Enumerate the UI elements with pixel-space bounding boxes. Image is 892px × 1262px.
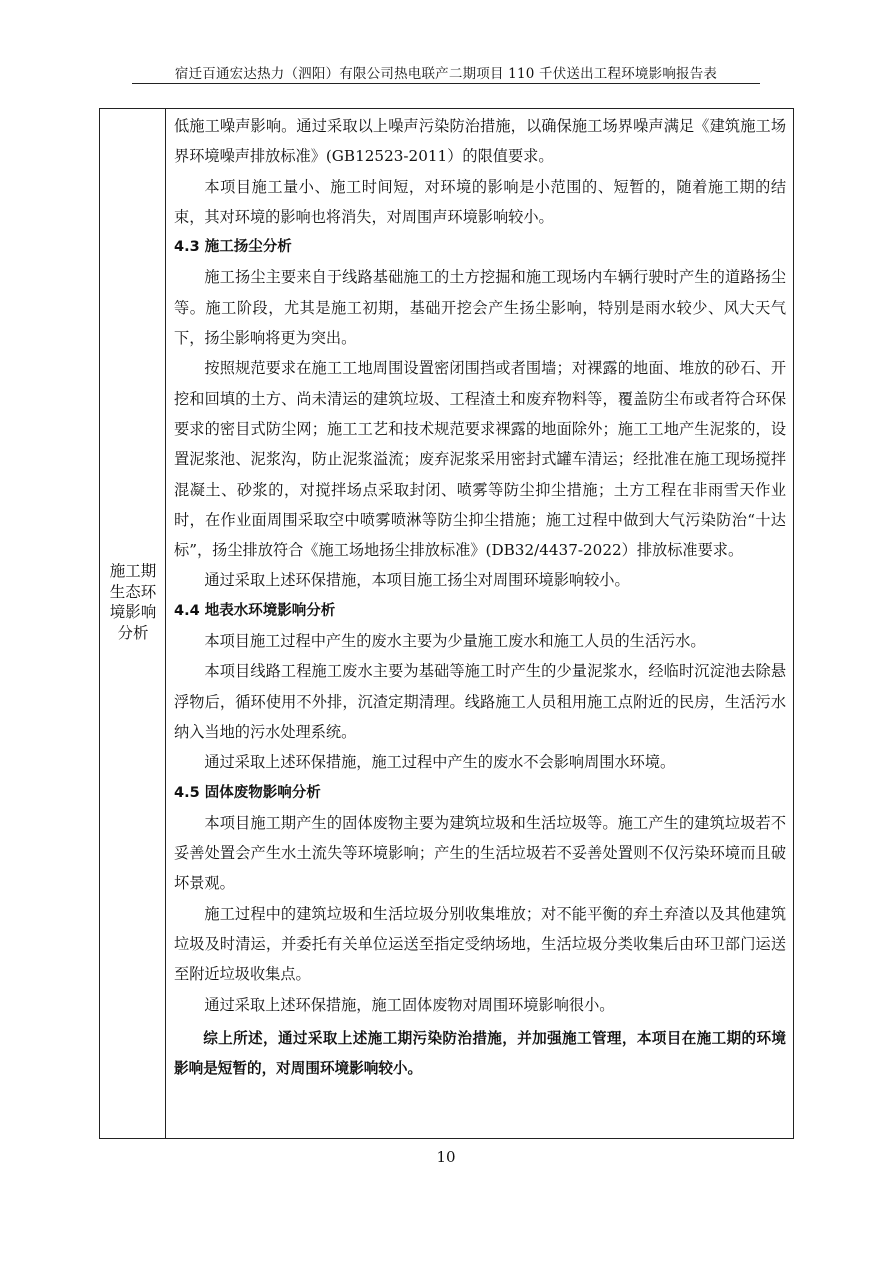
body-paragraph: 低施工噪声影响。通过采取以上噪声污染防治措施，以确保施工场界噪声满足《建筑施工场界环境噪声排放标准》(GB12523-2011）的限值要求。 [174, 117, 786, 166]
body-paragraph: 本项目施工过程中产生的废水主要为少量施工废水和施工人员的生活污水。 [204, 632, 706, 651]
section-heading: 4.4 地表水环境影响分析 [174, 602, 336, 619]
category-label-line: 生态环 [109, 582, 157, 601]
body-paragraph: 本项目施工量小、施工时间短，对环境的影响是小范围的、短暂的，随着施工期的结束，其对环境的影响也将消失，对周围声环境影响较小。 [174, 177, 786, 226]
body-paragraph: 本项目施工期产生的固体废物主要为建筑垃圾和生活垃圾等。施工产生的建筑垃圾若不妥善处置会产生水土流失等环境影响；产生的生活垃圾若不妥善处置则不仅污染环境而且破坏景观。 [174, 813, 786, 893]
body-paragraph: 通过采取上述环保措施，施工过程中产生的废水不会影响周围水环境。 [204, 753, 676, 772]
section-heading: 4.3 施工扬尘分析 [174, 239, 292, 256]
body-paragraph: 按照规范要求在施工工地周围设置密闭围挡或者围墙；对裸露的地面、堆放的砂石、开挖和回填的土方、尚未清运的建筑垃圾、工程渣土和废弃物料等，覆盖防尘布或者符合环保要求的密目式防尘网；施工工艺和技术规范要求裸露的地面除外；施工工地产生泥浆的，设置泥浆池、泥浆沟，防止泥浆溢流；废弃泥浆采用密封式罐车清运；经批准在施工现场搅拌混凝土、砂浆的，对搅拌场点采取封闭、喷雾等防尘抑尘措施；土方工程在非雨雪天作业时，在作业面周围采取空中喷雾喷淋等防尘抑尘措施；施工过程中做到大气污染防治“十达标”，扬尘排放符合《施工场地扬尘排放标准》(DB32/4437-2022）排放标准要求。 [174, 359, 786, 560]
summary-paragraph: 综上所述，通过采取上述施工期污染防治措施，并加强施工管理，本项目在施工期的环境影响是短暂的，对周围环境影响较小。 [174, 1029, 786, 1078]
page-number: 10 [436, 1148, 456, 1166]
category-label [100, 561, 166, 643]
body-paragraph: 通过采取上述环保措施，本项目施工扬尘对周围环境影响较小。 [204, 571, 630, 590]
body-paragraph: 施工扬尘主要来自于线路基础施工的土方挖掘和施工现场内车辆行驶时产生的道路扬尘等。施工阶段，尤其是施工初期，基础开挖会产生扬尘影响，特别是雨水较少、风大天气下，扬尘影响将更为突出。 [174, 268, 786, 348]
category-label-line: 分析 [117, 623, 149, 642]
header-divider [132, 83, 760, 84]
body-paragraph: 本项目线路工程施工废水主要为基础等施工时产生的少量泥浆水，经临时沉淀池去除悬浮物后，循环使用不外排，沉渣定期清理。线路施工人员租用施工点附近的民房，生活污水纳入当地的污水处理系统。 [174, 662, 786, 741]
category-label-line: 施工期 [109, 562, 157, 580]
analysis-content [174, 111, 786, 1085]
analysis-table [99, 108, 794, 1139]
body-paragraph: 施工过程中的建筑垃圾和生活垃圾分别收集堆放；对不能平衡的弃土弃渣以及其他建筑垃圾及时清运，并委托有关单位运送至指定受纳场地，生活垃圾分类收集后由环卫部门运送至附近垃圾收集点。 [174, 904, 786, 984]
body-paragraph: 通过采取上述环保措施，施工固体废物对周围环境影响很小。 [204, 995, 615, 1014]
section-heading: 4.5 固体废物影响分析 [174, 784, 321, 801]
category-label-line: 境影响 [109, 603, 157, 621]
report-header-title: 宿迁百通宏达热力（泗阳）有限公司热电联产二期项目 110 千伏送出工程环境影响报告表 [174, 66, 718, 82]
category-column [100, 109, 166, 1138]
